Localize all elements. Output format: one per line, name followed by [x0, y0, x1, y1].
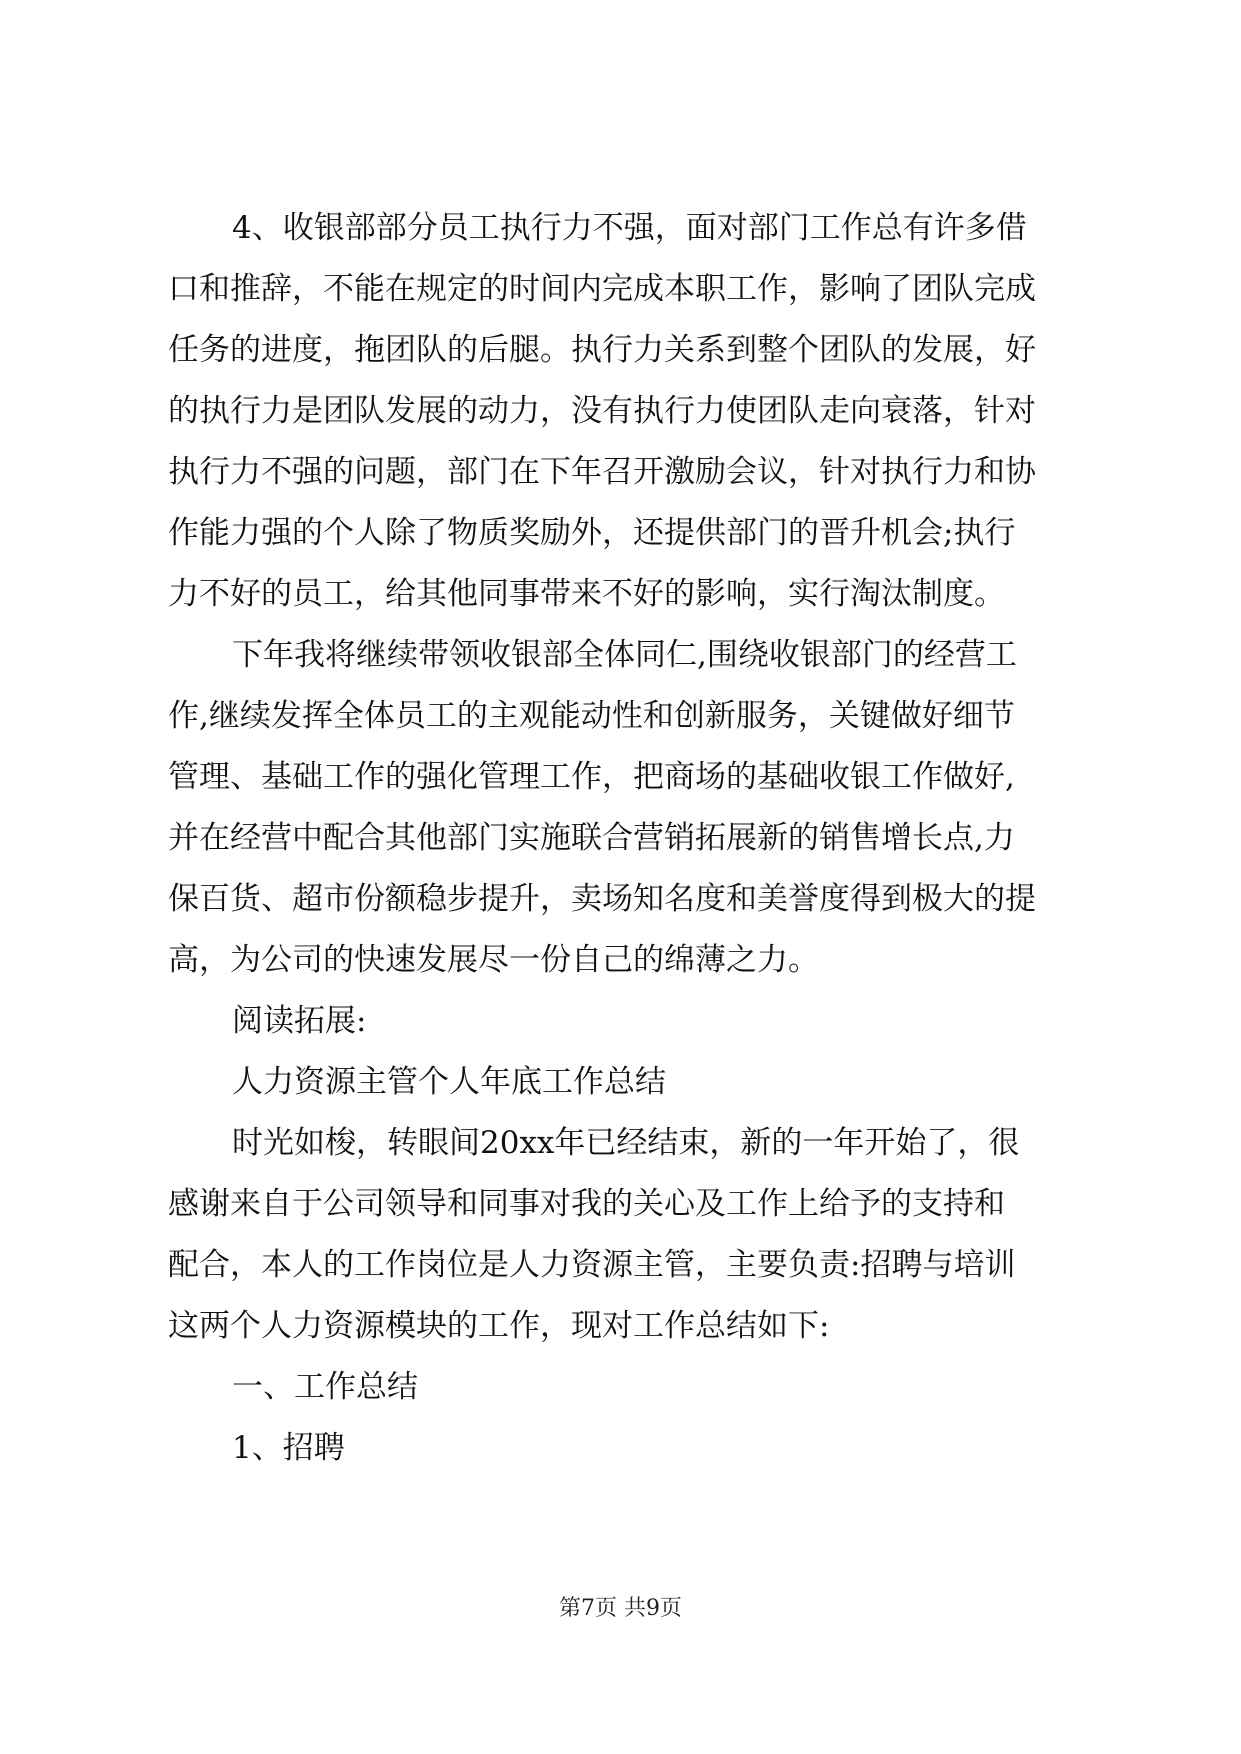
- paragraph-line: 执行力不强的问题，部门在下年召开激励会议，针对执行力和协: [168, 454, 1036, 490]
- paragraph-line: 保百货、超市份额稳步提升，卖场知名度和美誉度得到极大的提: [168, 881, 1036, 917]
- section-title: 人力资源主管个人年底工作总结: [232, 1064, 666, 1100]
- paragraph-line: 口和推辞，不能在规定的时间内完成本职工作，影响了团队完成: [168, 271, 1036, 307]
- paragraph-line: 时光如梭，转眼间20xx年已经结束，新的一年开始了，很: [232, 1125, 1020, 1161]
- section-label: 阅读拓展:: [232, 1003, 367, 1039]
- paragraph-line: 作能力强的个人除了物质奖励外，还提供部门的晋升机会;执行: [168, 515, 1016, 551]
- paragraph-line: 下年我将继续带领收银部全体同仁,围绕收银部门的经营工: [232, 637, 1017, 673]
- paragraph-line: 感谢来自于公司领导和同事对我的关心及工作上给予的支持和: [168, 1186, 1005, 1222]
- paragraph-line: 管理、基础工作的强化管理工作，把商场的基础收银工作做好,: [168, 759, 1015, 795]
- section-heading: 一、工作总结: [232, 1369, 418, 1405]
- paragraph-line: 并在经营中配合其他部门实施联合营销拓展新的销售增长点,力: [168, 820, 1015, 856]
- subsection-heading: 1、招聘: [232, 1430, 345, 1466]
- paragraph-line: 力不好的员工，给其他同事带来不好的影响，实行淘汰制度。: [168, 576, 1005, 612]
- paragraph-line: 4、收银部部分员工执行力不强，面对部门工作总有许多借: [232, 210, 1027, 246]
- paragraph-line: 的执行力是团队发展的动力，没有执行力使团队走向衰落，针对: [168, 393, 1036, 429]
- paragraph-line: 作,继续发挥全体员工的主观能动性和创新服务，关键做好细节: [168, 698, 1015, 734]
- paragraph-line: 配合，本人的工作岗位是人力资源主管，主要负责:招聘与培训: [168, 1247, 1016, 1283]
- page-number: 第7页 共9页: [559, 1596, 682, 1621]
- paragraph-line: 高，为公司的快速发展尽一份自己的绵薄之力。: [168, 942, 819, 978]
- paragraph-line: 任务的进度，拖团队的后腿。执行力关系到整个团队的发展，好: [168, 332, 1036, 368]
- paragraph-line: 这两个人力资源模块的工作，现对工作总结如下:: [168, 1308, 830, 1344]
